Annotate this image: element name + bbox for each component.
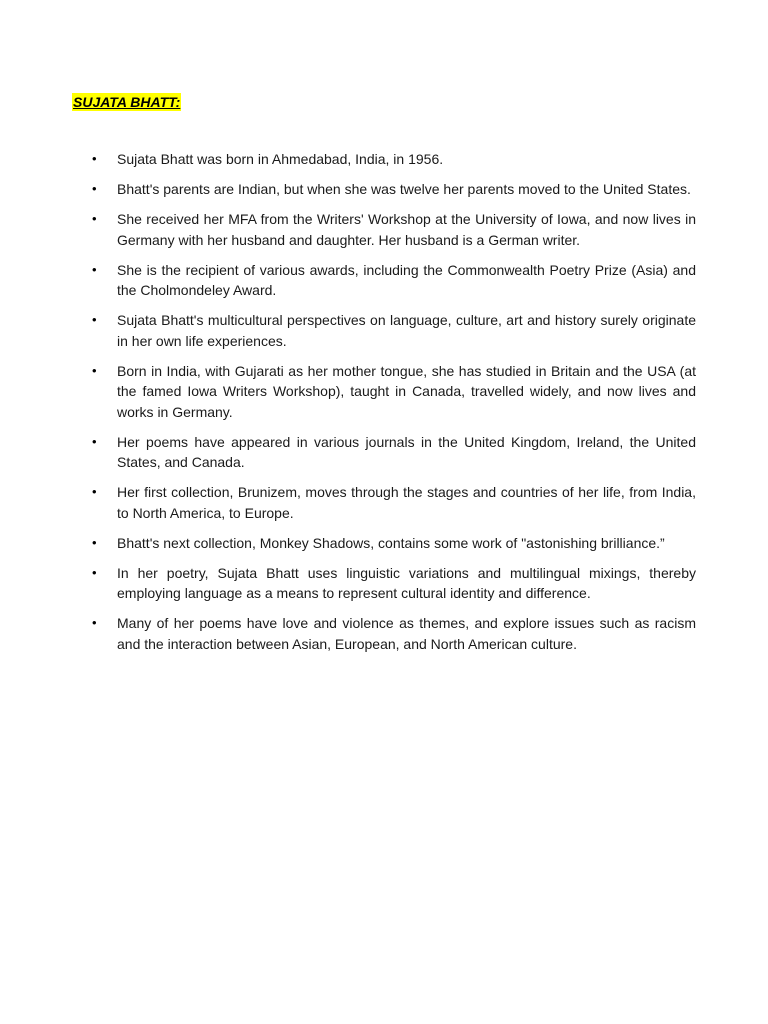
heading-container bbox=[72, 93, 181, 112]
page-title: SUJATA BHATT: bbox=[73, 94, 181, 110]
list-item bbox=[92, 149, 696, 170]
bullet-icon: • bbox=[92, 211, 97, 226]
list-item-text: Bhatt's next collection, Monkey Shadows, contains some work of "astonishing brilliance.” bbox=[117, 534, 665, 551]
list-item-text: Sujata Bhatt was born in Ahmedabad, India, in 1956. bbox=[117, 151, 444, 167]
bullet-icon: • bbox=[92, 433, 97, 449]
list-item bbox=[92, 432, 696, 473]
list-item bbox=[92, 563, 696, 604]
bullet-icon: • bbox=[92, 484, 97, 499]
list-item-text: Born in India, with Gujarati as her mother tongue, she has studied in Britain and the USA (at the famed Iowa Writers Workshop), taught in Canada, travelled widely, and now lives and works in Germany. bbox=[117, 362, 696, 420]
bullet-icon: • bbox=[92, 564, 97, 580]
list-item-text: She is the recipient of various awards, including the Commonwealth Poetry Prize (Asia) and the Cholmondeley Award. bbox=[117, 261, 696, 298]
list-item bbox=[92, 482, 696, 523]
list-item bbox=[92, 533, 696, 554]
bullet-icon: • bbox=[92, 615, 97, 630]
bullet-icon: • bbox=[92, 181, 97, 196]
list-item-text: Her first collection, Brunizem, moves through the stages and countries of her life, from India, to North America, to Europe. bbox=[117, 484, 696, 521]
list-item bbox=[92, 613, 696, 654]
bullet-icon: • bbox=[92, 261, 97, 277]
list-item-text: Many of her poems have love and violence as themes, and explore issues such as racism and the interaction between Asian, European, and North American culture. bbox=[117, 615, 696, 652]
list-item-text: Her poems have appeared in various journals in the United Kingdom, Ireland, the United States, and Canada. bbox=[117, 433, 696, 470]
bullet-icon: • bbox=[92, 312, 97, 327]
bullet-icon: • bbox=[92, 362, 97, 378]
bullet-list bbox=[92, 149, 696, 664]
list-item bbox=[92, 361, 696, 423]
list-item bbox=[92, 310, 696, 351]
list-item-text: She received her MFA from the Writers' Workshop at the University of Iowa, and now lives in Germany with her husband and daughter. Her husband is a German writer. bbox=[117, 211, 696, 248]
list-item bbox=[92, 179, 696, 200]
list-item-text: In her poetry, Sujata Bhatt uses linguistic variations and multilingual mixings, thereby employing language as a means to represent cultural identity and difference. bbox=[117, 564, 696, 601]
list-item bbox=[92, 209, 696, 250]
list-item-text: Sujata Bhatt's multicultural perspectives on language, culture, art and history surely originate in her own life experiences. bbox=[117, 312, 696, 349]
bullet-icon: • bbox=[92, 151, 97, 166]
list-item bbox=[92, 260, 696, 301]
bullet-icon: • bbox=[92, 534, 97, 550]
list-item-text: Bhatt's parents are Indian, but when she was twelve her parents moved to the United States. bbox=[117, 181, 691, 197]
